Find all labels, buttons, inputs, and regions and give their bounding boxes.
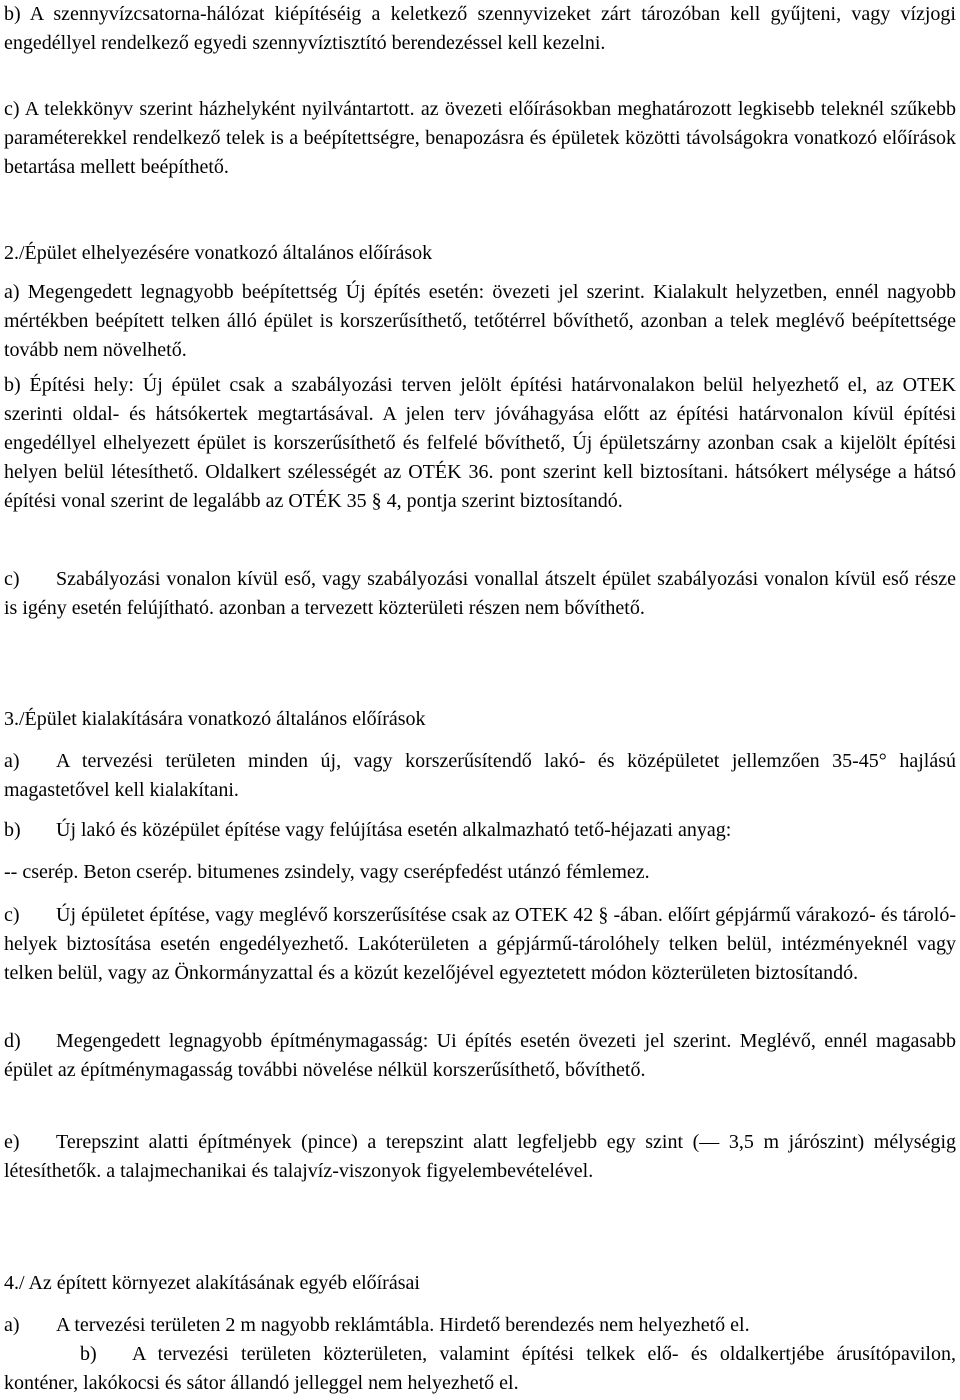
item-text: Új lakó és középület építése vagy felújítása esetén alkalmazható tető-héjazati anyag:	[56, 819, 732, 841]
item-text: Szabályozási vonalon kívül eső, vagy szabályozási vonallal átszelt épület szabályozási vonalon kívül eső része is igény esetén felújítható. azonban a tervezett közterületi részen nem bővíthető.	[4, 568, 956, 619]
section-4-item-a	[4, 1311, 956, 1340]
item-label: b)	[80, 1343, 97, 1365]
item-label: e)	[4, 1131, 20, 1153]
section-4-heading: 4./ Az épített környezet alakításának egyéb előírásai	[4, 1272, 420, 1294]
section-2-item-a: a) Megengedett legnagyobb beépítettség Új építés esetén: övezeti jel szerint. Kialakult helyzetben, ennél nagyobb mértékben beépített telken álló épület is korszerűsíthető, tetőtérrel bővíthető, azonban a telek meglévő beépítettsége tovább nem növelhető.	[4, 281, 956, 361]
item-text: A tervezési területen közterületen, valamint építési telkek elő- és oldalkertjébe árusítópavilon, konténer, lakókocsi és sátor állandó jelleggel nem helyezhető el.	[4, 1343, 956, 1394]
section-3-roofing-list: -- cserép. Beton cserép. bitumenes zsindely, vagy cserépfedést utánzó fémlemez.	[4, 861, 650, 883]
section-2-heading: 2./Épület elhelyezésére vonatkozó általános előírások	[4, 242, 433, 264]
section-4-item-b	[4, 1340, 956, 1398]
section-3-item-c	[4, 901, 956, 988]
section-3-item-b	[4, 816, 956, 845]
item-text: Megengedett legnagyobb építménymagasság: Ui építés esetén övezeti jel szerint. Meglévő, ennél magasabb épület az építménymagasság további növelése nélkül korszerűsíthető, bővíthető.	[4, 1030, 956, 1081]
item-label: b)	[4, 819, 21, 841]
section-3-item-a	[4, 747, 956, 805]
paragraph-sewage: b) A szennyvízcsatorna-hálózat kiépítéséig a keletkező szennyvizeket zárt tározóban kell gyűjteni, vagy vízjogi engedéllyel rendelkező egyedi szennyvíztisztító berendezéssel kell kezelni.	[4, 3, 956, 54]
item-text: Terepszint alatti építmények (pince) a terepszint alatt legfeljebb egy szint (— 3,5 m járószint) mélységig létesíthetők. a talajmechanikai és talajvíz-viszonyok figyelembevételével.	[4, 1131, 956, 1182]
item-label: c)	[4, 568, 20, 590]
item-label: c)	[4, 904, 20, 926]
item-label: a)	[4, 750, 20, 772]
section-2-item-c	[4, 565, 956, 623]
section-3-item-e	[4, 1128, 956, 1186]
section-3-item-d	[4, 1027, 956, 1085]
item-text: Új épületet építése, vagy meglévő korszerűsítése csak az OTEK 42 § -ában. előírt gépjármű várakozó- és tároló-helyek biztosítása esetén engedélyezhető. Lakóterületen a gépjármű-tárolóhely telken belül, intézményeknél vagy telken belül, vagy az Önkormányzattal és a közút kezelőjével egyeztetett módon közterületen biztosítandó.	[4, 904, 956, 984]
section-3-heading: 3./Épület kialakítására vonatkozó általános előírások	[4, 708, 426, 730]
section-2-item-b: b) Építési hely: Új épület csak a szabályozási terven jelölt építési határvonalakon belül helyezhető el, az OTEK szerinti oldal- és hátsókertek megtartásával. A jelen terv jóváhagyása előtt az építési határvonalon kívül építési engedéllyel elhelyezett épület is korszerűsíthető és felfelé bővíthető, Új épületszárny azonban csak a kijelölt építési helyen belül létesíthető. Oldalkert szélességét az OTÉK 36. pont szerint kell biztosítani. hátsókert mélysége a hátsó építési vonal szerint de legalább az OTÉK 35 § 4, pontja szerint biztosítandó.	[4, 374, 956, 512]
paragraph-land-registry: c) A telekkönyv szerint házhelyként nyilvántartott. az övezeti előírásokban meghatározott legkisebb teleknél szűkebb paraméterekkel rendelkező telek is a beépítettségre, benapozásra és épületek közötti távolságokra vonatkozó előírások betartása mellett beépíthető.	[4, 98, 956, 178]
item-text: A tervezési területen minden új, vagy korszerűsítendő lakó- és középületet jellemzően 35-45° hajlású magastetővel kell kialakítani.	[4, 750, 956, 801]
item-label: a)	[4, 1314, 20, 1336]
item-label: d)	[4, 1030, 21, 1052]
item-text: A tervezési területen 2 m nagyobb reklámtábla. Hirdető berendezés nem helyezhető el.	[56, 1314, 750, 1336]
